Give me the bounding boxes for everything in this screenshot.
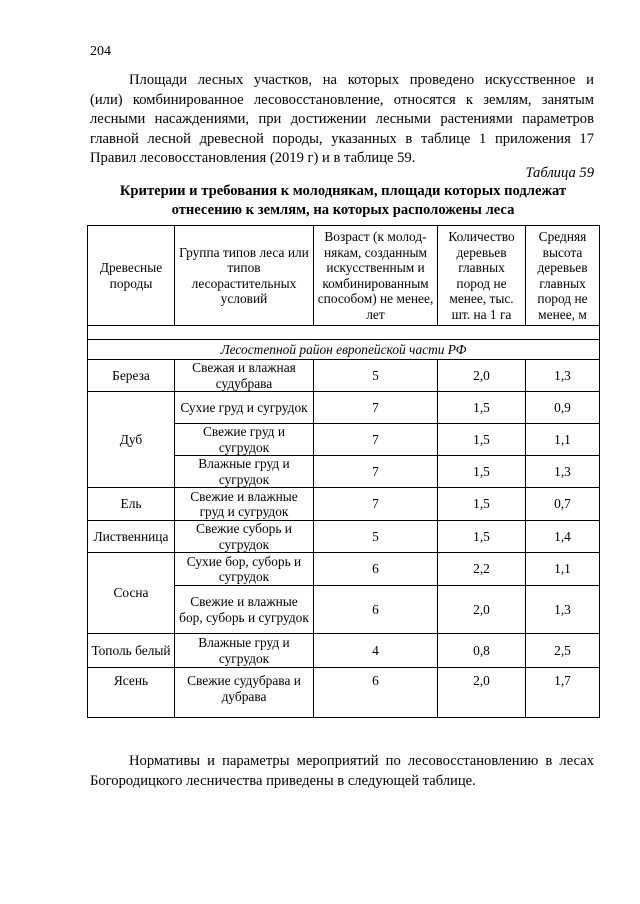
spacer-cell — [88, 326, 600, 340]
species-cell: Лиственница — [88, 521, 175, 553]
intro-line: Площади лесных участков, на которых проведено искусственное и — [129, 72, 594, 88]
forest-type-cell: Свежая и влажная судубрава — [175, 360, 314, 392]
age-cell: 7 — [314, 392, 438, 424]
forest-type-cell: Влажные груд и сугрудок — [175, 456, 314, 488]
height-cell: 0,9 — [526, 392, 600, 424]
closing-paragraph — [90, 752, 594, 791]
closing-line: Нормативы и параметры мероприятий по лесовосстановлению в лесах — [129, 753, 594, 769]
species-cell: Береза — [88, 360, 175, 392]
age-cell: 7 — [314, 424, 438, 456]
species-cell: Ель — [88, 488, 175, 521]
header-forest-type: Группа типов леса или типов лесорастительных условий — [175, 226, 314, 326]
table-row — [88, 668, 600, 718]
forest-type-cell: Сухие бор, суборь и сугрудок — [175, 553, 314, 586]
spacer-row — [88, 326, 600, 340]
table-row — [88, 360, 600, 392]
table-row — [88, 634, 600, 668]
closing-line: Богородицкого лесничества приведены в следующей таблице. — [90, 772, 476, 789]
species-cell: Дуб — [88, 392, 175, 488]
forest-type-cell: Свежие и влажные бор, суборь и сугрудок — [175, 586, 314, 634]
header-species: Древесные породы — [88, 226, 175, 326]
forest-type-cell: Свежие суборь и сугрудок — [175, 521, 314, 553]
intro-line: (или) комбинированное лесовосстановление, относятся к землям, занятым — [90, 91, 594, 108]
age-cell: 7 — [314, 488, 438, 521]
table-title — [88, 182, 598, 220]
count-cell: 1,5 — [438, 456, 526, 488]
forest-type-cell: Влажные груд и сугрудок — [175, 634, 314, 668]
height-cell: 1,3 — [526, 360, 600, 392]
region-row — [88, 340, 600, 360]
count-cell: 1,5 — [438, 488, 526, 521]
count-cell: 1,5 — [438, 424, 526, 456]
intro-line: Правил лесовосстановления (2019 г) и в таблице 59. — [90, 150, 416, 166]
height-cell: 0,7 — [526, 488, 600, 521]
count-cell: 2,2 — [438, 553, 526, 586]
age-cell: 6 — [314, 668, 438, 718]
height-cell: 1,4 — [526, 521, 600, 553]
intro-line: лесными насаждениями, при достижении лесными растениями параметров — [90, 111, 594, 127]
height-cell: 1,1 — [526, 424, 600, 456]
age-cell: 7 — [314, 456, 438, 488]
table-row — [88, 521, 600, 553]
region-cell: Лесостепной район европейской части РФ — [88, 340, 600, 360]
age-cell: 5 — [314, 360, 438, 392]
criteria-table — [87, 225, 600, 718]
age-cell: 4 — [314, 634, 438, 668]
age-cell: 5 — [314, 521, 438, 553]
forest-type-cell: Сухие груд и сугрудок — [175, 392, 314, 424]
count-cell: 2,0 — [438, 668, 526, 718]
count-cell: 1,5 — [438, 392, 526, 424]
forest-type-cell: Свежие и влажные груд и сугрудок — [175, 488, 314, 521]
forest-type-cell: Свежие судубрава и дубрава — [175, 668, 314, 718]
age-cell: 6 — [314, 586, 438, 634]
table-title-line: отнесению к землям, на которых расположены леса — [171, 202, 515, 218]
count-cell: 1,5 — [438, 521, 526, 553]
page-number: 204 — [90, 44, 111, 59]
species-cell: Сосна — [88, 553, 175, 634]
header-age: Возраст (к молод-някам, созданным искусственным и комбинированным способом) не менее, лет — [314, 226, 438, 326]
table-title-line: Критерии и требования к молоднякам, площади которых подлежат — [119, 183, 567, 199]
table-row — [88, 392, 600, 424]
intro-line: главной лесной древесной породы, указанных в таблице 1 приложения 17 — [90, 130, 594, 147]
count-cell: 2,0 — [438, 360, 526, 392]
table-label: Таблица 59 — [525, 165, 594, 181]
height-cell: 1,3 — [526, 456, 600, 488]
header-count: Количество деревьев главных пород не менее, тыс. шт. на 1 га — [438, 226, 526, 326]
count-cell: 2,0 — [438, 586, 526, 634]
height-cell: 1,3 — [526, 586, 600, 634]
age-cell: 6 — [314, 553, 438, 586]
species-cell: Тополь белый — [88, 634, 175, 668]
table-header-row — [88, 226, 600, 326]
height-cell: 2,5 — [526, 634, 600, 668]
height-cell: 1,7 — [526, 668, 600, 718]
species-cell: Ясень — [88, 668, 175, 718]
table-row — [88, 488, 600, 521]
table-row — [88, 553, 600, 586]
intro-paragraph — [90, 71, 594, 169]
count-cell: 0,8 — [438, 634, 526, 668]
header-height: Средняя высота деревьев главных пород не менее, м — [526, 226, 600, 326]
height-cell: 1,1 — [526, 553, 600, 586]
forest-type-cell: Свежие груд и сугрудок — [175, 424, 314, 456]
